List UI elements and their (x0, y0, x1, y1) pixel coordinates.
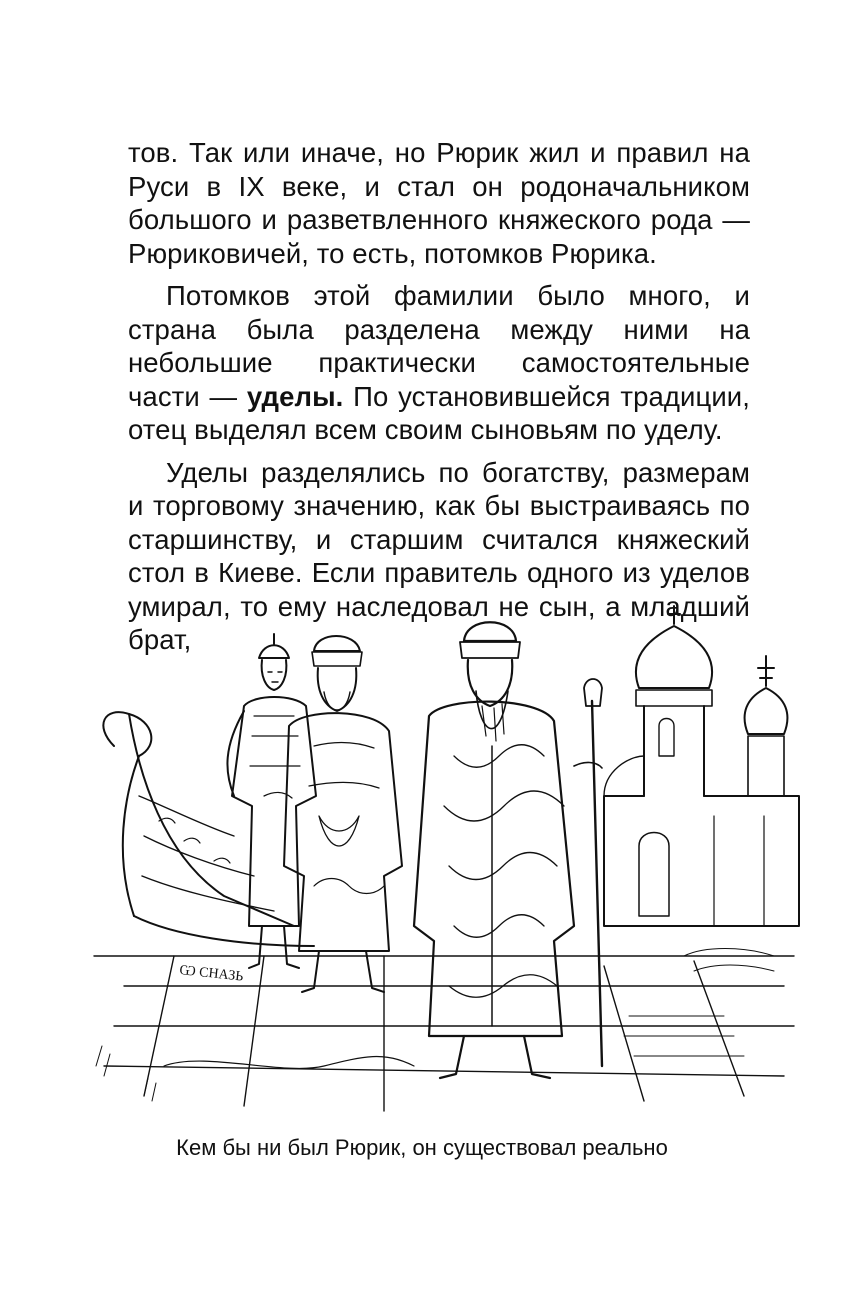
paragraph-text: По установившейся традиции, отец выделял всем своим сыновьям по уделу. (128, 380, 750, 445)
paragraph (128, 136, 750, 270)
figure-rurik (414, 622, 602, 1078)
figure-warrior-left (227, 634, 316, 968)
paragraph-text: Уделы разделялись по богатству, размерам и торговому значению, как бы выстраиваясь по старшинству, и старшим считался княжеский стол в Киеве. Если правитель одного из уделов умирал, то ему наследовал не сын, а младший брат, (128, 456, 750, 655)
church (604, 606, 799, 926)
figure-caption: Кем бы ни был Рюрик, он существовал реально (176, 1135, 668, 1160)
body-text (128, 136, 750, 666)
paragraph (128, 279, 750, 447)
ship-inscription: Ѡ СНАЗЬ (178, 963, 244, 985)
term-udely: уделы. (246, 380, 344, 412)
paragraph-text: тов. Так или иначе, но Рюрик жил и правил на Руси в IX веке, и стал он родоначальником большого и разветвленного княжеского рода — Рюриковичей, то есть, потомков Рюрика. (128, 137, 750, 269)
ship (103, 712, 314, 984)
illustration-rurik (84, 596, 804, 1126)
paragraph-text: Потомков этой фамилии было много, и страна была разделена между ними на небольшие практически самостоятельные части — (128, 280, 750, 412)
figure-boyar-middle (284, 636, 402, 992)
